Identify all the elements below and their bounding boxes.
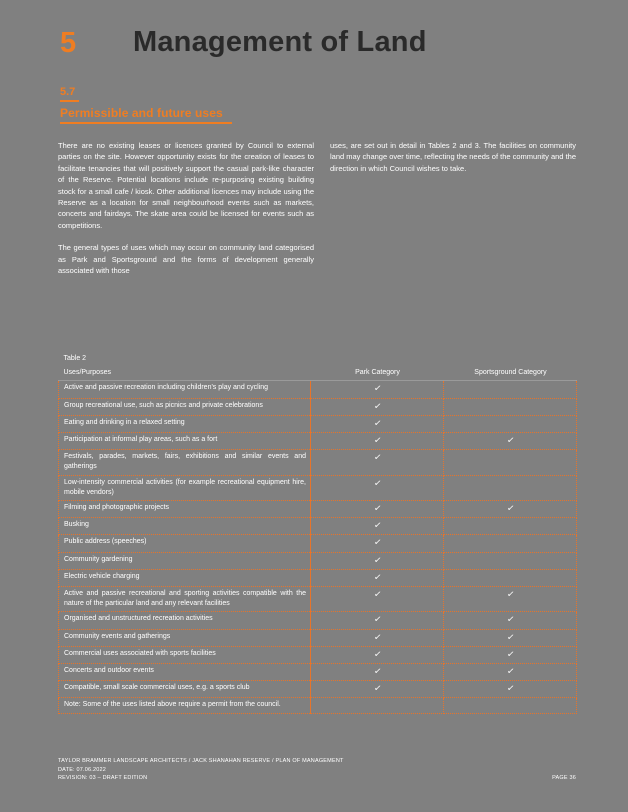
check-icon: ✓	[373, 536, 382, 548]
table-row	[59, 415, 577, 432]
check-icon: ✓	[506, 682, 515, 694]
check-icon: ✓	[506, 648, 515, 660]
column-header-park: Park Category	[311, 366, 444, 381]
check-icon: ✓	[373, 519, 382, 531]
table-cell-park	[311, 612, 444, 629]
table-cell-park	[311, 681, 444, 698]
column-header-uses: Uses/Purposes	[59, 366, 311, 381]
table-row	[59, 398, 577, 415]
paragraph-left-1: There are no existing leases or licences granted by Council to external parties on the site. However opportunity exists for the creation of leases to facilitate tenancies that will positively support the casual park-like character of the Reserve. Potential locations include re-purposing existing building stock for a small cafe / kiosk. Other additional licences may include using the Reserve as a location for small neighbourhood events such as markets, concerts and fairdays. The skate area could be licensed for events such as competitions.	[58, 141, 314, 230]
check-icon: ✓	[506, 613, 515, 625]
table-cell-sportsground	[444, 681, 577, 698]
table-cell-sportsground	[444, 698, 577, 713]
check-icon: ✓	[373, 554, 382, 566]
table-cell-park	[311, 587, 444, 612]
table-cell-sportsground	[444, 587, 577, 612]
table-cell-sportsground	[444, 535, 577, 552]
table-cell-park	[311, 664, 444, 681]
table-cell-use: Organised and unstructured recreation activities	[59, 612, 311, 629]
table-cell-use: Eating and drinking in a relaxed setting	[59, 415, 311, 432]
check-icon: ✓	[373, 613, 382, 625]
section-number-rule	[60, 100, 79, 102]
section-title-rule	[60, 122, 232, 124]
table-row	[59, 698, 577, 713]
table-cell-park	[311, 398, 444, 415]
check-icon: ✓	[373, 382, 382, 394]
table-cell-sportsground	[444, 664, 577, 681]
table-caption-row	[59, 352, 577, 366]
chapter-number: 5	[60, 27, 77, 59]
table-row	[59, 433, 577, 450]
table-cell-park	[311, 698, 444, 713]
check-icon: ✓	[506, 502, 515, 514]
table-cell-sportsground	[444, 433, 577, 450]
table-cell-sportsground	[444, 646, 577, 663]
table-row	[59, 501, 577, 518]
table-cell-use: Group recreational use, such as picnics and private celebrations	[59, 398, 311, 415]
table-cell-use: Community events and gatherings	[59, 629, 311, 646]
table-cell-use: Compatible, small scale commercial uses, e.g. a sports club	[59, 681, 311, 698]
check-icon: ✓	[373, 631, 382, 643]
table-cell-park	[311, 501, 444, 518]
table-row	[59, 569, 577, 586]
table-cell-park	[311, 629, 444, 646]
table-header-row	[59, 366, 577, 381]
table-row	[59, 646, 577, 663]
table-cell-sportsground	[444, 552, 577, 569]
section-title: Permissible and future uses	[60, 106, 223, 120]
table-cell-sportsground	[444, 569, 577, 586]
body-column-right	[330, 140, 576, 185]
table-row	[59, 535, 577, 552]
table-cell-sportsground	[444, 501, 577, 518]
table-caption: Table 2	[63, 355, 87, 362]
table-cell-park	[311, 535, 444, 552]
check-icon: ✓	[373, 588, 382, 600]
section-number: 5.7	[60, 86, 76, 98]
table-row	[59, 450, 577, 475]
table-cell-sportsground	[444, 415, 577, 432]
table-cell-use: Active and passive recreation including children's play and cycling	[59, 381, 311, 398]
table-cell-sportsground	[444, 398, 577, 415]
check-icon: ✓	[373, 434, 382, 446]
check-icon: ✓	[506, 588, 515, 600]
table-cell-use: Busking	[59, 518, 311, 535]
table-cell-park	[311, 569, 444, 586]
check-icon: ✓	[373, 451, 382, 463]
table-cell-park	[311, 646, 444, 663]
table-cell-sportsground	[444, 612, 577, 629]
table-row	[59, 518, 577, 535]
table-cell-park	[311, 381, 444, 398]
table-cell-park	[311, 475, 444, 500]
paragraph-right-1: uses, are set out in detail in Tables 2 and 3. The facilities on community land may change over time, reflecting the needs of the community and the direction in which Council wishes to take.	[330, 141, 576, 173]
table-row	[59, 681, 577, 698]
check-icon: ✓	[373, 502, 382, 514]
table-cell-use: Commercial uses associated with sports facilities	[59, 646, 311, 663]
table-cell-sportsground	[444, 381, 577, 398]
table-cell-use: Active and passive recreational and sporting activities compatible with the nature of the particular land and any relevant facilities	[59, 587, 311, 612]
check-icon: ✓	[373, 682, 382, 694]
table-cell-use: Festivals, parades, markets, fairs, exhibitions and similar events and gatherings	[59, 450, 311, 475]
table-cell-park	[311, 450, 444, 475]
table-cell-use: Concerts and outdoor events	[59, 664, 311, 681]
table-row	[59, 381, 577, 398]
table-cell-use: Electric vehicle charging	[59, 569, 311, 586]
check-icon: ✓	[373, 477, 382, 489]
table-cell-use: Note: Some of the uses listed above require a permit from the council.	[59, 698, 311, 713]
table-cell-sportsground	[444, 629, 577, 646]
footer-page-number: PAGE 36	[552, 775, 576, 782]
check-icon: ✓	[373, 571, 382, 583]
check-icon: ✓	[373, 400, 382, 412]
table-cell-use: Public address (speeches)	[59, 535, 311, 552]
table-2	[58, 352, 577, 714]
table-cell-use: Community gardening	[59, 552, 311, 569]
column-header-sportsground: Sportsground Category	[444, 366, 577, 381]
check-icon: ✓	[373, 648, 382, 660]
table-cell-park	[311, 433, 444, 450]
page-title: Management of Land	[133, 26, 427, 58]
check-icon: ✓	[373, 665, 382, 677]
table-caption-spacer-sport	[444, 352, 577, 366]
table-row	[59, 612, 577, 629]
table-cell-use: Participation at informal play areas, such as a fort	[59, 433, 311, 450]
footer-line-project: TAYLOR BRAMMER LANDSCAPE ARCHITECTS / JACK SHANAHAN RESERVE / PLAN OF MANAGEMENT	[58, 758, 344, 764]
table-cell-use: Filming and photographic projects	[59, 501, 311, 518]
table-row	[59, 587, 577, 612]
table-2-wrapper	[58, 352, 576, 714]
page-header	[0, 26, 628, 72]
table-cell-sportsground	[444, 450, 577, 475]
table-row	[59, 664, 577, 681]
table-row	[59, 475, 577, 500]
table-cell-sportsground	[444, 475, 577, 500]
footer-revision-row	[58, 774, 576, 783]
check-icon: ✓	[506, 631, 515, 643]
footer-line-revision: REVISION: 03 – DRAFT EDITION	[58, 775, 148, 782]
footer-line-date: DATE: 07.06.2022	[58, 766, 107, 773]
check-icon: ✓	[373, 417, 382, 429]
body-column-left	[58, 140, 314, 287]
table-cell-park	[311, 518, 444, 535]
table-row	[59, 629, 577, 646]
check-icon: ✓	[506, 434, 515, 446]
check-icon: ✓	[506, 665, 515, 677]
table-cell-sportsground	[444, 518, 577, 535]
table-cell-use: Low-intensity commercial activities (for example recreational equipment hire, mobile vendors)	[59, 475, 311, 500]
table-caption-spacer-park	[311, 352, 444, 366]
table-cell-park	[311, 415, 444, 432]
paragraph-left-2: The general types of uses which may occur on community land categorised as Park and Sportsground and the forms of development generally associated with those	[58, 243, 314, 276]
table-cell-park	[311, 552, 444, 569]
table-row	[59, 552, 577, 569]
page-footer	[58, 757, 576, 783]
section-number-block	[60, 86, 79, 102]
section-title-block	[60, 106, 250, 124]
